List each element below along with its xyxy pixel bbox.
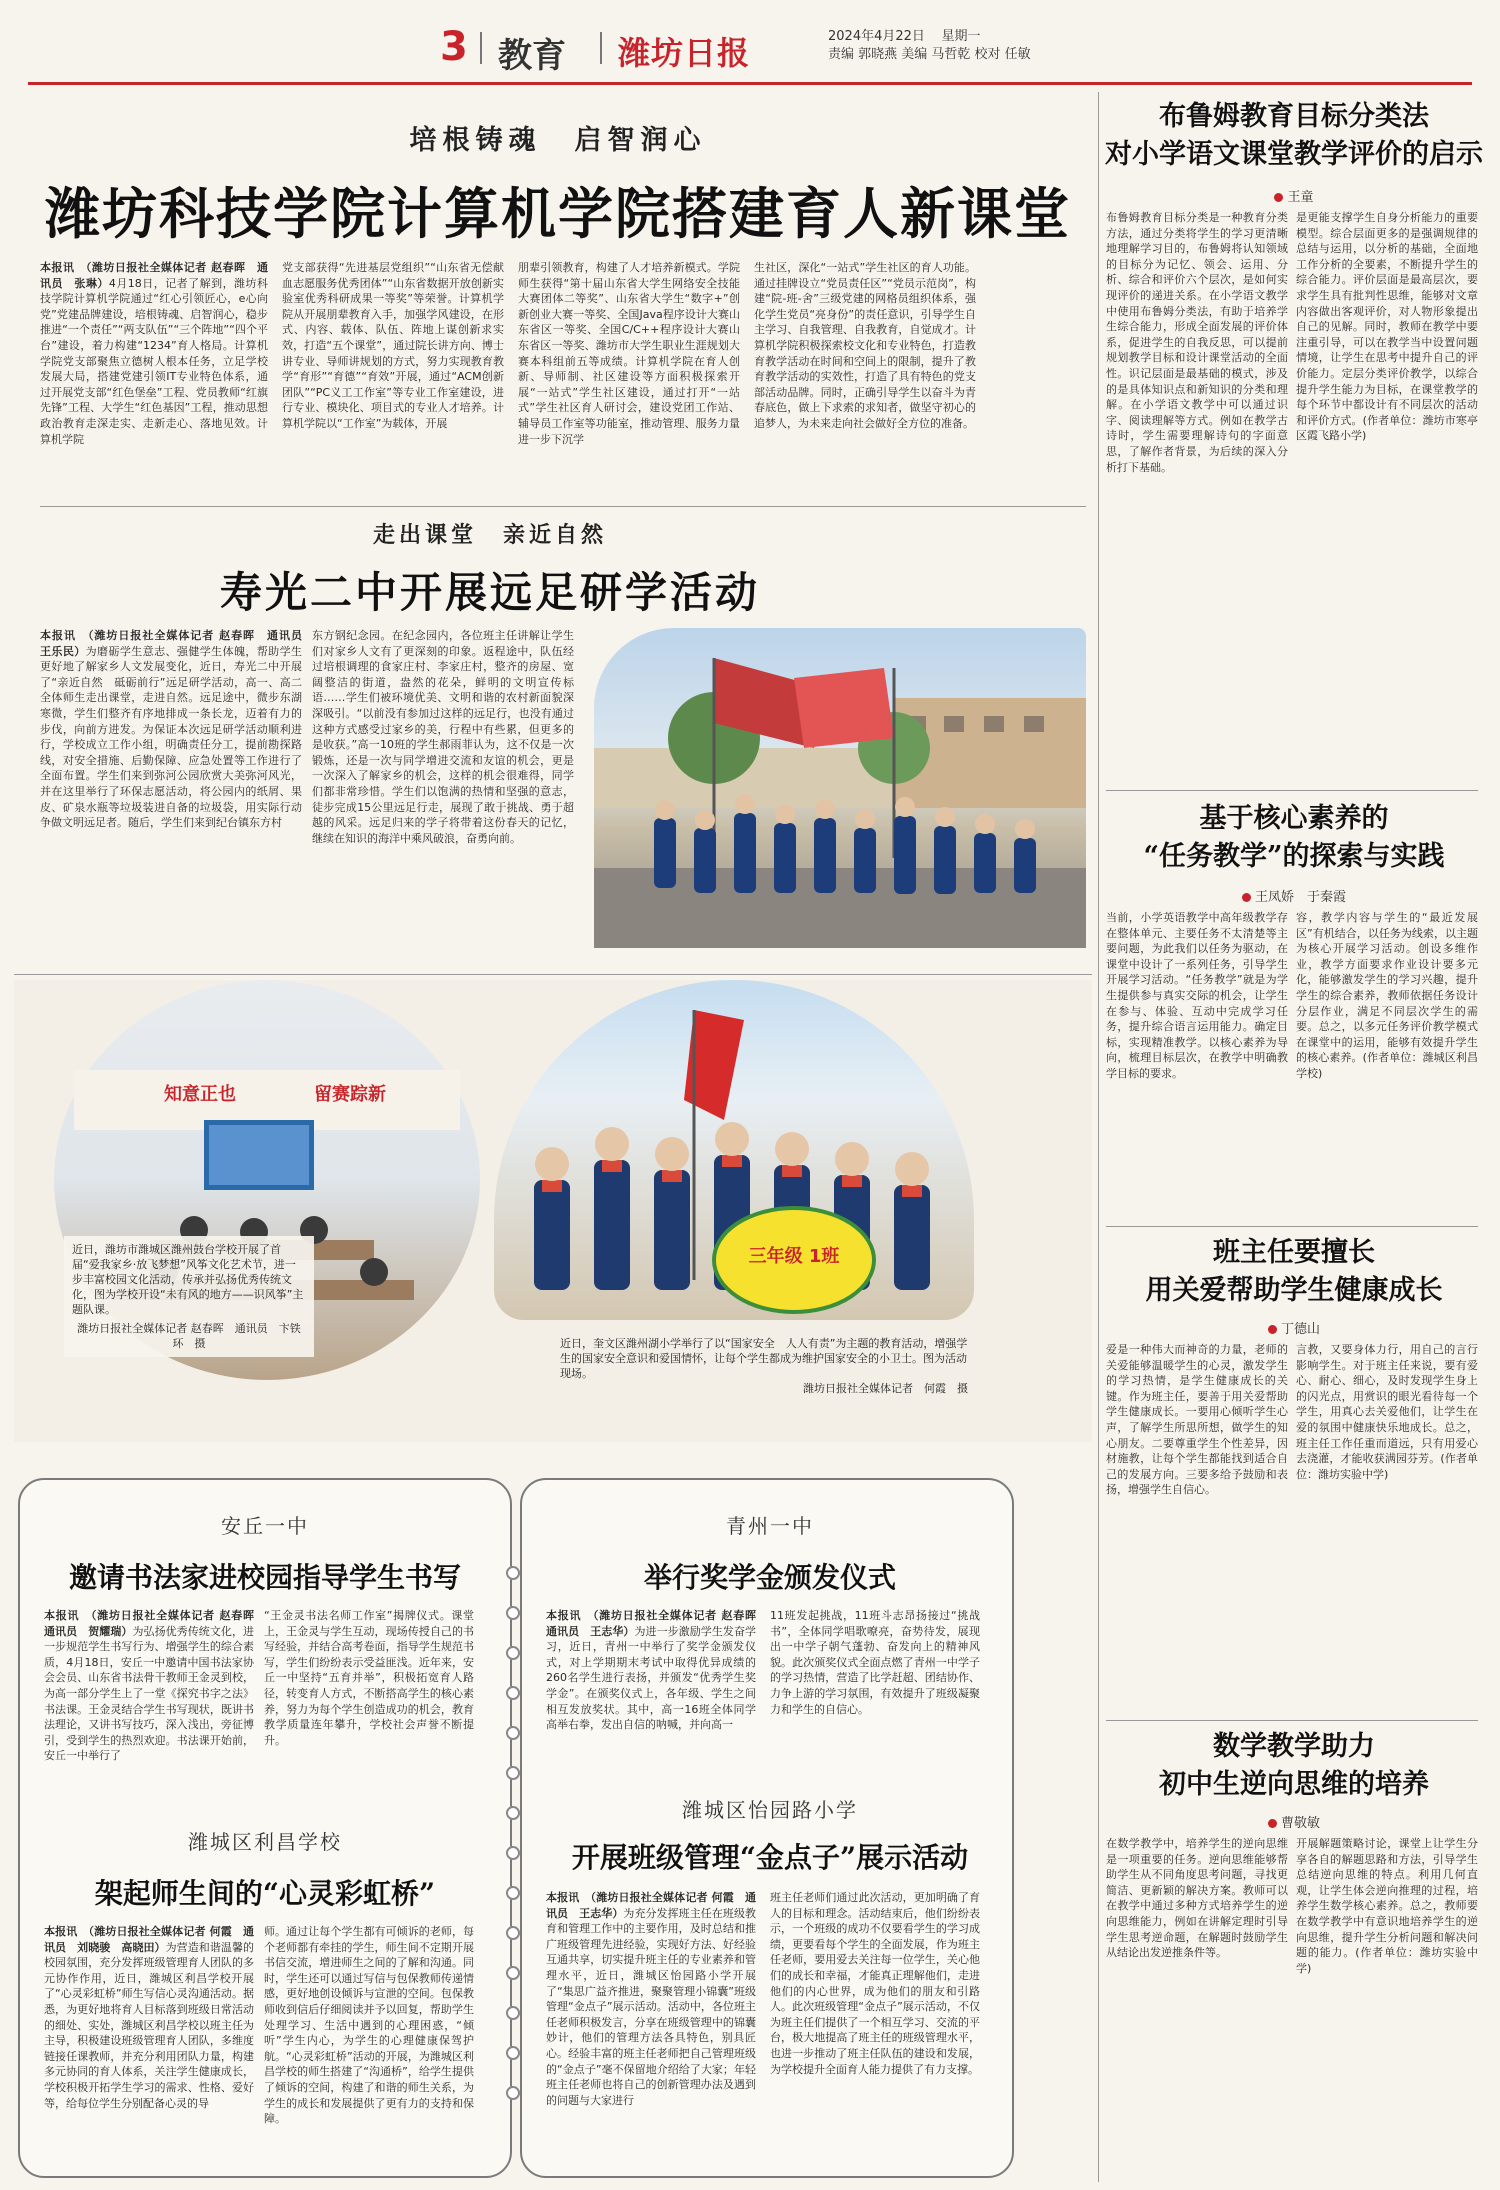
right-caption: 近日，奎文区潍州湖小学举行了以“国家安全 人人有责”为主题的教育活动，增强学生的国家安全意识和爱国情怀，让每个学生都成为维护国家安全的小卫士。图为活动现场。 [560,1337,968,1380]
story-anqiu-school: 安丘一中 [221,1514,309,1538]
article-bloom-author-line [1104,186,1484,205]
article-care-col-2: 言教，又要身体力行，用自己的言行影响学生。对于班主任来说，要有爱心、耐心、细心，及时发现学生身上的闪光点，用赏识的眼光看待每一个学生，用真心去关爱他们，让学生在爱的氛围中健康快乐地成长。总之，班主任工作任重而道远，只有用爱心去浇灌，才能收获满园芬芳。(作者单位：潍坊实验中学) [1296,1343,1478,1481]
issue-meta [828,28,1128,64]
left-credit: 潍坊日报社全媒体记者 赵春晖 通讯员 卞铁环 摄 [77,1322,301,1350]
right-credit: 潍坊日报社全媒体记者 何霞 摄 [803,1382,968,1395]
article-math-col-2: 开展解题策略讨论，课堂上让学生分享各自的解题思路和方法，引导学生总结逆向思维的特点。利用几何直观，让学生体会逆向推理的过程，培养学生数学核心素养。总之，教师要在数学教学中有意识地培养学生的逆向思维，提升学生分析问题和解决问题的能力。(作者单位：潍坊实验中学) [1296,1837,1478,1975]
masthead [28,18,1472,78]
story-qingzhou-title: 举行奖学金颁发仪式 [643,1561,896,1594]
article-math-col-1: 在数学教学中，培养学生的逆向思维是一项重要的任务。逆向思维能够帮助学生从不同角度思考问题，寻找更简洁、更新颖的解决方案。教师可以在教学中通过多种方式培养学生的逆向思维能力，例如在讲解定理时引导学生思考逆命题，在解题时鼓励学生从结论出发逆推条件等。 [1106,1837,1288,1960]
ring [506,1886,520,1900]
story-qingzhou-byline: 本报讯 （潍坊日报社全媒体记者 赵春晖 通讯员 王志华） [546,1609,767,1638]
author-dot-icon [1268,1819,1277,1828]
author-dot-icon [1268,1325,1277,1334]
ring [506,1766,520,1780]
article-math-title: 数学教学助力 初中生逆向思维的培养 [1159,1731,1429,1800]
lead-col-4: 生社区，深化“一站式”学生社区的育人功能。通过挂牌设立“党员责任区”“党员示范岗”，构建“院-班-舍”三级党建的网格员组织体系，强化学生党员“亮身份”的责任意识，引导学生自主学习、自我管理、自我教育，自觉成才。计算机学院积极探索校文化和专业特色，打造教育教学活动在时间和空间上的限制，提升了教育教学活动的实效性，打造了具有特色的党支部活动品牌。同时，正确引导学生以奋斗为青春底色，做上下求索的求知者，做坚守初心的追梦人，为未来走向社会做好全方位的准备。 [754,261,976,430]
article-bloom-col-1: 布鲁姆教育目标分类是一种教育分类方法，通过分类将学生的学习更清晰地理解学习目的，布鲁姆将认知领域的目标分为记忆、领会、运用、分析、综合和评价六个层次，是如何实现评价的递进关系。在小学语文教学中使用布鲁姆分类法，有助于培养学生综合能力，形成全面发展的评价体系，促进学生的自我反思，可以提前规划教学目标和设计课堂活动的全面性。识记层面是最基础的模式，涉及的是具体知识点和新知识的分类和理解。在小学语文教学中可以通过识字、阅读理解等方式。例如在教学古诗时，学生需要理解诗句的字面意思，了解作者背景，为后续的深入分析打下基础。 [1106,211,1288,474]
ring [506,2046,520,2060]
story-yiyuan-title: 开展班级管理“金点子”展示活动 [571,1841,969,1874]
lead-kicker: 培根铸魂 启智润心 [409,125,707,156]
masthead-divider [480,32,482,64]
classroom-banner-left: 知意正也 [164,1084,236,1105]
story-anqiu-byline: 本报讯 （潍坊日报社全媒体记者 赵春晖 通讯员 贺耀瑞） [44,1609,265,1638]
lead-text-1: 4月18日，记者了解到，潍坊科技学院计算机学院通过“红心引领匠心，e心向党”党建品牌建设，培根铸魂、启智润心，稳步推进“一个责任”“两支队伍”“三个阵地”“四个平台”建设，着力构建“1234”育人格局。计算机学院党支部聚焦立德树人根本任务，立足学校发展大局，搭建党建引领IT专业特色体系，通过开展党支部“红色堡垒”工程、党员教师“红旗先锋”工程、大学生“红色基因”工程，推动思想政治教育走深走实、走新走心、落地见效。计算机学院 [40,276,268,446]
story-lichang-title: 架起师生间的“心灵彩虹桥” [94,1877,436,1910]
ring [506,1566,520,1580]
article-care-title: 班主任要擅长 用关爱帮助学生健康成长 [1145,1237,1443,1306]
scout-photo [494,980,974,1320]
hike-kicker: 走出课堂 亲近自然 [372,522,607,548]
masthead-rule [28,82,1472,85]
editors: 责编 郭晓燕 美编 马哲乾 校对 任敏 [828,47,1031,62]
article-task-author-line [1104,886,1484,905]
story-anqiu-col-2: “王金灵书法名师工作室”揭牌仪式。课堂上，王金灵与学生互动，现场传授自己的书写经验，并结合高考卷面，指导学生规范书写，学生们纷纷表示受益匪浅。近年来，安丘一中坚持“五育并举”，积极拓宽育人路径，转变育人方式，不断搭高学生的核心素养，努力为每个学生创造成功的机会，教育教学质量连年攀升，学校社会声誉不断提升。 [264,1609,474,1747]
lead-col-3: 朋辈引领教育，构建了人才培养新模式。学院师生获得“第十届山东省大学生网络安全技能大赛团体二等奖”、山东省大学生“数字+”创新创业大赛一等奖、全国Java程序设计大赛山东省区一等奖、全国C/C++程序设计大赛山东省区一等奖、潍坊市大学生职业生涯规划大赛本科组前五等成绩。计算机学院在育人创新、导师制、社区建设等方面积极探索开展“一站式”学生社区建设，通过打开“一站式”学生社区育人研讨会，建设党团工作站、辅导员工作室等功能室，推动管理、服务力量进一步下沉学 [518,261,740,446]
ring [506,1846,520,1860]
issue-weekday: 星期一 [941,29,981,44]
ring [506,1606,520,1620]
story-lichang-text-1: 为营造和谐温馨的校园氛围，充分发挥班级管理育人团队的多元协作作用，近日，潍城区利昌学校开展了“心灵彩虹桥”师生写信心灵沟通活动。据悉，为更好地将育人目标落到班级日常活动的细处、实处，潍城区利昌学校以班主任为主导，积极建设班级管理育人团队，多维度链接任课教师，并充分利用团队力量，构建多元协同的育人体系，关注学生健康成长，学校积极开拓学生学习的需求、性格、爱好等，给每位学生分别配备心灵的导 [44,1940,255,2110]
story-qingzhou-col-1 [546,1608,767,1786]
article-task-author: 王凤娇 于秦霞 [1254,890,1346,905]
story-anqiu-title: 邀请书法家进校园指导学生书写 [68,1561,461,1594]
right-rule-3 [1106,1720,1478,1721]
masthead-divider-2 [600,32,602,64]
story-lichang-byline: 本报讯 （潍坊日报社全媒体记者 何霞 通讯员 刘晓骏 高晓田） [44,1925,254,1954]
right-rule-2 [1106,1226,1478,1227]
photo-feature-frame [14,980,1092,1442]
article-care-author-line [1104,1318,1484,1337]
article-care-author: 丁德山 [1280,1322,1320,1337]
story-lichang-col-2: 师。通过让每个学生都有可倾诉的老师，每个老师都有牵挂的学生，师生间不定期开展书信交流，增进师生之间的了解和沟通。同时，学生还可以通过写信与包保教师传递情感，更好地创设倾诉与宣泄的空间。包保教师收到信后仔细阅读并予以回复，帮助学生处理学习、生活中遇到的心理困惑，“倾听”学生内心，为学生的心理健康保驾护航。“心灵彩虹桥”活动的开展，为潍城区利昌学校的师生搭建了“沟通桥”，给学生提供了倾诉的空间，构建了和谐的师生关系，为学生的成长和发展提供了更有力的支持和保障。 [264,1925,474,2126]
flag-sign-text: 三年级 1班 [748,1246,840,1267]
story-anqiu-text-1: 为弘扬优秀传统文化，进一步规范学生书写行为、增强学生的综合素质，4月18日，安丘一中邀请中国书法家协会会员、山东省书法骨干教师王金灵到校，为高一部分学生上了一堂《探究书字之法》书法课。王金灵结合学生书写现状，既讲书法理论，又讲书写技巧，深入浅出，旁征博引，受到学生的热烈欢迎。书法课开始前，安丘一中举行了 [44,1624,255,1763]
paper-logo: 潍坊日报 [618,34,751,72]
ring [506,2006,520,2020]
hike-headline: 寿光二中开展远足研学活动 [219,568,760,617]
right-caption-box [554,1332,974,1400]
story-qingzhou-text-1: 为进一步激励学生发奋学习，近日，青州一中举行了奖学金颁发仪式，对上学期期末考试中取得优异成绩的260名学生进行表扬，并颁发“优秀学生奖学金”。在颁奖仪式上，各年级、学生之间相互发放奖状。其中，高一16班全体同学高举右拳，发出自信的呐喊，并向高一 [546,1624,757,1732]
article-bloom-author: 王童 [1287,190,1314,205]
ring [506,1806,520,1820]
article-task-col-2: 容，教学内容与学生的“最近发展区”有机结合，以任务为线索，以主题为核心开展学习活动。创设多维作业，教学方面要求作业设计要多元化，能够激发学生的学习兴趣，提升学生的综合素养，教师依据任务设计分层作业，满足不同层次学生的需要。总之，以多元任务评价教学模式在课堂中的运用，能够有效提升学生的核心素养。(作者单位：潍城区利昌学校) [1296,911,1478,1080]
article-task-title: 基于核心素养的 “任务教学”的探索与实践 [1143,803,1445,872]
ring [506,1686,520,1700]
classroom-banner-right: 留赛踪新 [314,1084,386,1105]
story-lichang-col-1 [44,1924,254,2160]
story-yiyuan-col-1 [546,1890,756,2160]
lead-col-2: 党支部获得“先进基层党组织”“山东省无偿献血志愿服务优秀团体”“山东省数据开放创新实验室优秀科研成果一等奖”等荣誉。计算机学院从开展朋辈教育入手，加强学风建设，在形式、内容、载体、队伍、阵地上谋创新求实效，打造“五个课堂”，通过院长讲方向、博士讲专业、导师讲规划的方式，努力实现教育教学“育形”“育德”“育效”开展，通过“ACM创新团队”“PC义工工作室”等专业工作室建设，进行专业、模块化、项目式的专业人才培养。计算机学院以“工作室”为载体，开展 [282,261,504,430]
column-divider-vertical [1098,92,1099,2182]
article-care-col-1: 爱是一种伟大而神奇的力量，老师的关爱能够温暖学生的心灵，激发学生的学习热情，是学生健康成长的关键。作为班主任，要善于用关爱帮助学生健康成长。一要用心倾听学生心声，了解学生所思所想，做学生的知心朋友。二要尊重学生个性差异，因材施教，让每个学生都能找到适合自己的发展方向。三要多给予鼓励和表扬，增强学生自信心。 [1106,1343,1288,1497]
hike-text-1: 为磨砺学生意志、强健学生体魄，帮助学生更好地了解家乡人文发展变化，近日，寿光二中开展了“亲近自然 砥砺前行”远足研学活动，高一、高二全体师生走出课堂，走进自然。远足途中，微步东湖寒微，学生们整齐有序地排成一条长龙，迈着有力的步伐，向前方进发。为保证本次远足研学活动顺利进行，学校成立工作小组，明确责任分工，提前勘探路线，对安全措施、后勤保障、应急处置等工作进行了全面布置。学生们来到弥河公园欣赏大美弥河风光，并在这里举行了环保志愿活动，将公园内的纸屑、果皮、矿泉水瓶等垃圾装进自备的垃圾袋，用实际行动争做文明远足者。随后，学生们来到纪台镇东方村 [40,644,303,830]
ring [506,1966,520,1980]
story-yiyuan-school: 潍城区怡园路小学 [682,1798,858,1822]
issue-date: 2024年4月22日 [828,29,925,44]
hike-col-2: 东方钢纪念园。在纪念园内，各位班主任讲解让学生们对家乡人文有了更深刻的印象。返程途中，队伍经过培根调理的食家庄村、李家庄村，整齐的房屋、宽阔整洁的街道，盎然的花朵，鲜明的文明宣传标语……学生们被环境优美、文明和谐的农村新面貌深深吸引。“以前没有参加过这样的远足行，也没有通过这种方式感受过家乡的美，行程中有些累，但更多的是收获。”高一10班的学生郝雨菲认为，这不仅是一次锻炼，还是一次与同学增进交流和友谊的机会，更是一次深入了解家乡的机会，这样的机会很难得，同学们都非常珍惜。学生们以饱满的热情和坚强的意志，徒步完成15公里远足行走，展现了敢于挑战、勇于超越的风采。远足归来的学子将带着这份春天的记忆，继续在知识的海洋中乘风破浪，奋勇向前。 [312,629,574,845]
right-rule-1 [1106,790,1478,791]
ring [506,2086,520,2100]
hike-byline: 本报讯 （潍坊日报社全媒体记者 赵春晖 通讯员 王乐民） [40,629,313,658]
story-qingzhou-school: 青州一中 [726,1514,814,1538]
section-rule-photos [14,974,1092,975]
lead-col-1 [40,260,268,490]
article-math-author: 曹敬敏 [1280,1816,1320,1831]
left-caption-box [64,1236,314,1357]
article-task-col-1: 当前，小学英语教学中高年级教学存在整体单元、主要任务不太清楚等主要问题，为此我们以任务为驱动，在课堂中设计了一系列任务，引导学生开展学习活动。“任务教学”就是为学生提供参与真实交际的机会，让学生在参与、体验、互动中完成学习任务，提升综合语言运用能力。确定目标，实现精准教学。以核心素养为导向，梳理目标层次，在教学中明确教学目标的要求。 [1106,911,1288,1080]
story-lichang-school: 潍城区利昌学校 [188,1830,342,1854]
author-dot-icon [1242,893,1251,902]
hike-col-1 [40,628,313,954]
story-qingzhou-col-2: 11班发起挑战，11班斗志昂扬接过“挑战书”，全体同学唱歌嘹亮，奋势待发，展现出一中学子朝气蓬勃、奋发向上的精神风貌。此次颁奖仪式全面点燃了青州一中学子的学习热情，营造了比学赶超、团结协作、力争上游的学习氛围，有效提升了班级凝聚力和学生的自信心。 [770,1609,980,1716]
left-caption: 近日，潍坊市潍城区潍州鼓台学校开展了首届“爱我家乡·放飞梦想”风筝文化艺术节，进一步丰富校园文化活动，传承并弘扬优秀传统文化，图为学校开设“未有风的地方——识风筝”主题队课。 [72,1243,304,1316]
ring [506,1926,520,1940]
lead-headline: 潍坊科技学院计算机学院搭建育人新课堂 [44,181,1071,246]
story-yiyuan-byline: 本报讯 （潍坊日报社全媒体记者 何霞 通讯员 王志华） [546,1891,756,1920]
article-bloom-title: 布鲁姆教育目标分类法 对小学语文课堂教学评价的启示 [1105,101,1483,170]
story-yiyuan-col-2: 班主任老师们通过此次活动，更加明确了育人的目标和理念。活动结束后，他们纷纷表示，一个班级的成功不仅要看学生的学习成绩，更要看每个学生的全面发展，作为班主任老师，要用爱去关注每一位学生，关心他们的成长和幸福，才能真正理解他们，走进他们的内心世界，成为他们的朋友和引路人。此次班级管理“金点子”展示活动，不仅为班主任们提供了一个相互学习、交流的平台，极大地提高了班主任的班级管理水平，也进一步推动了班主任队伍的建设和发展，为学校提升全面育人能力提供了有力支撑。 [770,1891,980,2076]
section-rule-hike [40,506,1086,507]
story-yiyuan-text-1: 为充分发挥班主任在班级教育和管理工作中的主要作用，及时总结和推广班级管理先进经验，实现好方法、好经验互通共享，切实提升班主任的专业素养和管理水平，近日，潍城区怡园路小学开展了“集思广益齐推进，聚聚管理小锦囊”班级管理“金点子”展示活动。活动中，各位班主任老师积极发言，分享在班级管理中的锦囊妙计，他们的管理方法各具特色，别具匠心。经验丰富的班主任老师把自己管理班级的“金点子”毫不保留地介绍给了大家；年轻班主任老师也将自己的创新管理办法及遇到的问题与大家进行 [546,1906,757,2107]
ring [506,1646,520,1660]
page-number: 3 [440,24,468,70]
article-bloom-col-2: 是更能支撑学生自身分析能力的重要模型。综合层面更多的是强调规律的总结与运用，以分析的基础，全面地工作分析的全要素，不断提升学生的综合能力。评价层面是最高层次，要求学生具有批判性思维，能够对文章内容做出客观评价，对人物形象提出自己的见解。同时，教师在教学中要注重引导，可以在教学当中设置问题情境，让学生在思考中提升自己的评价能力。定层分类评价教学，以综合提升学生能力为目标，在课堂教学的每个环节中都设计有不同层次的活动和评价方式。(作者单位：潍坊市寒亭区霞飞路小学) [1296,211,1478,443]
author-dot-icon [1274,193,1283,202]
scout-illustration [494,980,974,1320]
hike-photo [594,628,1086,948]
ring [506,1726,520,1740]
story-anqiu-col-1 [44,1608,265,1792]
article-math-author-line [1104,1812,1484,1831]
lead-byline: 本报讯 （潍坊日报社全媒体记者 赵春晖 通讯员 张琳） [40,261,268,290]
section-title: 教育 [498,36,566,76]
hike-photo-illustration [594,628,1086,948]
